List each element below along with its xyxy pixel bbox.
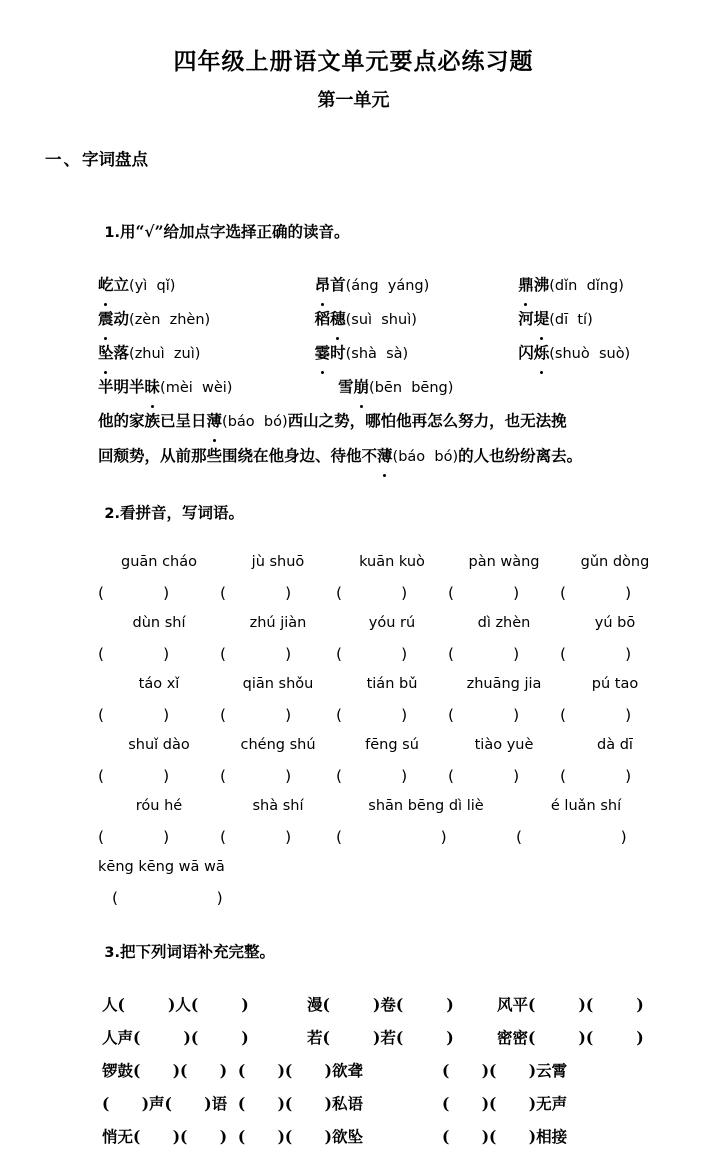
- answer-blank[interactable]: ( ): [560, 706, 632, 725]
- fill-blank-row[interactable]: [102, 1087, 707, 1120]
- pinyin-label: dùn shí: [132, 615, 186, 632]
- pinyin-choice-item[interactable]: [518, 336, 707, 371]
- pinyin-options: (báo bó): [392, 448, 459, 465]
- pinyin-choice-row: [98, 268, 707, 302]
- pinyin-choice-item[interactable]: [315, 336, 519, 371]
- section-title: 字词盘点: [81, 149, 148, 169]
- exercise-1-prompt: 用“√”给加点字选择正确的读音。: [120, 222, 350, 242]
- fill-blank-row[interactable]: [102, 988, 707, 1021]
- dotted-char: 堤: [534, 302, 550, 336]
- pinyin-choice-item[interactable]: [98, 268, 315, 303]
- pinyin-options: (suì shuì): [345, 311, 417, 328]
- sentence-line[interactable]: [98, 404, 707, 439]
- pinyin-label: shuǐ dào: [128, 737, 190, 754]
- dotted-char: 薄: [377, 439, 393, 473]
- word-write-row: [98, 669, 707, 730]
- answer-blank[interactable]: ( ): [448, 584, 520, 603]
- pinyin-choice-item[interactable]: [518, 302, 707, 337]
- exercise-3-body: [72, 985, 707, 1153]
- exercise-1-number: 1.: [104, 225, 120, 242]
- answer-blank[interactable]: ( ): [112, 889, 223, 908]
- pinyin-choice-row: [98, 370, 707, 404]
- word-char: 闪: [518, 342, 534, 362]
- pinyin-label: guān cháo: [121, 554, 197, 571]
- answer-blank[interactable]: ( ): [448, 706, 520, 725]
- pinyin-label: zhuāng jia: [466, 676, 542, 693]
- pinyin-choice-row: [98, 336, 707, 370]
- exercise-2: [0, 482, 707, 913]
- idiom-blank-group[interactable]: ( )( )无声: [442, 1093, 568, 1113]
- pinyin-options: (shà sà): [345, 345, 409, 362]
- dotted-char: 烁: [534, 336, 550, 370]
- pinyin-options: (yì qǐ): [129, 277, 176, 294]
- word-prefix: 半明半: [98, 376, 145, 396]
- pinyin-options: (áng yáng): [345, 277, 430, 294]
- answer-blank[interactable]: ( ): [98, 767, 170, 786]
- word-char: 河: [518, 308, 534, 328]
- pinyin-label: yóu rú: [368, 615, 416, 632]
- idiom-blank-group[interactable]: ( )( )相接: [442, 1126, 568, 1146]
- answer-blank[interactable]: ( ): [560, 584, 632, 603]
- sentence-text: 他的家族已呈日: [98, 410, 207, 430]
- exercise-2-heading: [72, 482, 707, 545]
- word-char: 首: [330, 274, 346, 294]
- idiom-blank-group[interactable]: 若( )若( ): [307, 1027, 454, 1047]
- word-write-row: [98, 730, 707, 791]
- pinyin-label: yú bō: [594, 615, 636, 632]
- dotted-char: 鼎: [518, 268, 534, 302]
- exercise-3-heading: [72, 921, 707, 984]
- exercise-1: [0, 202, 707, 474]
- answer-blank[interactable]: ( ): [448, 767, 520, 786]
- idiom-blank-group[interactable]: ( )声( )语 ( )( )私语: [102, 1093, 363, 1113]
- pinyin-choice-item[interactable]: [315, 302, 519, 337]
- pinyin-options: (dǐn dǐng): [549, 277, 624, 294]
- answer-blank[interactable]: ( ): [516, 828, 627, 847]
- dotted-char: 昧: [145, 370, 161, 404]
- answer-blank[interactable]: ( ): [98, 706, 170, 725]
- word-char: 动: [113, 308, 130, 328]
- answer-blank[interactable]: ( ): [336, 706, 408, 725]
- word-write-row: [98, 608, 707, 669]
- idiom-blank-group[interactable]: ( )( )云霄: [442, 1060, 568, 1080]
- pinyin-label: shān bēng dì liè: [368, 798, 484, 815]
- word-write-row: [98, 852, 707, 913]
- dotted-char: 薄: [207, 404, 223, 438]
- answer-blank[interactable]: ( ): [220, 645, 292, 664]
- pinyin-label: róu hé: [135, 798, 183, 815]
- pinyin-choice-item[interactable]: [338, 370, 543, 405]
- pinyin-label: chéng shú: [240, 737, 316, 754]
- answer-blank[interactable]: ( ): [220, 584, 292, 603]
- answer-blank[interactable]: ( ): [220, 706, 292, 725]
- sentence-text: 回颓势，从前那些围绕在他身边、待他不: [98, 445, 378, 465]
- exercise-1-heading: [72, 202, 707, 265]
- pinyin-label: tián bǔ: [366, 676, 418, 693]
- idiom-blank-group[interactable]: 锣鼓( )( ) ( )( )欲聋: [102, 1060, 363, 1080]
- answer-blank[interactable]: ( ): [336, 767, 408, 786]
- dotted-char: 霎: [315, 336, 331, 370]
- word-char: 稻: [314, 308, 331, 328]
- pinyin-label: dì zhèn: [477, 615, 531, 632]
- pinyin-options: (mèi wèi): [160, 379, 233, 396]
- pinyin-choice-item[interactable]: [98, 336, 315, 371]
- exercise-3: [0, 921, 707, 1152]
- exercise-2-prompt: 看拼音，写词语。: [120, 502, 245, 522]
- dotted-char: 昂: [315, 268, 331, 302]
- fill-blank-row[interactable]: [102, 1021, 707, 1054]
- answer-blank[interactable]: ( ): [560, 645, 632, 664]
- page-title: 四年级上册语文单元要点必练习题: [173, 48, 534, 75]
- sentence-line[interactable]: [98, 439, 707, 474]
- pinyin-label: tiào yuè: [474, 737, 534, 754]
- dotted-char: 屹: [98, 268, 114, 302]
- idiom-blank-group[interactable]: 人声( )( ): [102, 1027, 249, 1047]
- pinyin-label: shà shí: [252, 798, 304, 815]
- sentence-text: 西山之势，哪怕他再怎么努力，也无法挽: [287, 410, 567, 430]
- word-write-row: [98, 791, 707, 852]
- exercise-2-body: [72, 545, 707, 913]
- exercise-2-number: 2.: [104, 505, 120, 522]
- answer-blank[interactable]: ( ): [336, 584, 408, 603]
- answer-blank[interactable]: ( ): [336, 645, 408, 664]
- pinyin-options: (shuò suò): [549, 345, 631, 362]
- pinyin-label: gǔn dòng: [580, 554, 650, 571]
- sentence-text: 的人也纷纷离去。: [458, 445, 583, 465]
- pinyin-options: (bēn bēng): [369, 379, 454, 396]
- idiom-blank-group[interactable]: 风平( )( ): [497, 994, 644, 1014]
- answer-blank[interactable]: ( ): [560, 767, 632, 786]
- answer-blank[interactable]: ( ): [98, 828, 170, 847]
- word-write-row: [98, 547, 707, 608]
- pinyin-choice-item[interactable]: [98, 370, 338, 405]
- idiom-blank-group[interactable]: 人( )人( ): [102, 994, 249, 1014]
- pinyin-label: jù shuō: [251, 554, 305, 571]
- exercise-3-prompt: 把下列词语补充完整。: [120, 942, 276, 962]
- dotted-char: 穗: [330, 302, 346, 336]
- word-char: 沸: [533, 274, 550, 294]
- answer-blank[interactable]: ( ): [98, 584, 170, 603]
- pinyin-label: é luǎn shí: [550, 798, 622, 815]
- word-char: 时: [330, 342, 346, 362]
- answer-blank[interactable]: ( ): [220, 828, 292, 847]
- pinyin-choice-item[interactable]: [315, 268, 519, 303]
- fill-blank-row[interactable]: [102, 1120, 707, 1153]
- dotted-char: 崩: [354, 370, 370, 404]
- idiom-blank-group[interactable]: 悄无( )( ) ( )( )欲坠: [102, 1126, 363, 1146]
- word-char: 落: [113, 342, 130, 362]
- pinyin-label: zhú jiàn: [249, 615, 307, 632]
- pinyin-label: pàn wàng: [468, 554, 540, 571]
- section-heading: [0, 111, 707, 191]
- pinyin-options: (báo bó): [222, 413, 288, 430]
- pinyin-label: pú tao: [591, 676, 639, 693]
- pinyin-options: (zèn zhèn): [129, 311, 211, 328]
- pinyin-choice-item[interactable]: [518, 268, 707, 303]
- answer-blank[interactable]: ( ): [220, 767, 292, 786]
- page-subtitle: 第一单元: [317, 89, 390, 111]
- pinyin-choice-row: [98, 302, 707, 336]
- word-char: 立: [113, 274, 130, 294]
- pinyin-label: qiān shǒu: [242, 676, 314, 693]
- pinyin-options: (zhuì zuì): [129, 345, 201, 362]
- answer-blank[interactable]: ( ): [336, 828, 447, 847]
- pinyin-label: kuān kuò: [359, 554, 425, 571]
- pinyin-label: kēng kēng wā wā: [98, 859, 225, 876]
- pinyin-label: táo xǐ: [138, 676, 180, 693]
- fill-blank-row[interactable]: [102, 1054, 707, 1087]
- pinyin-label: fēng sú: [365, 737, 419, 754]
- answer-blank[interactable]: ( ): [98, 645, 170, 664]
- section-number: 一、: [44, 149, 82, 169]
- pinyin-label: dà dī: [597, 737, 633, 754]
- exercise-1-body: [72, 265, 707, 474]
- exercise-3-number: 3.: [104, 945, 120, 962]
- dotted-char: 震: [98, 302, 114, 336]
- pinyin-choice-item[interactable]: [98, 302, 315, 337]
- dotted-char: 坠: [98, 336, 114, 370]
- idiom-blank-group[interactable]: 漫( )卷( ): [307, 994, 454, 1014]
- idiom-blank-group[interactable]: 密密( )( ): [497, 1027, 644, 1047]
- answer-blank[interactable]: ( ): [448, 645, 520, 664]
- word-prefix: 雪: [338, 376, 354, 396]
- pinyin-options: (dī tí): [549, 311, 593, 328]
